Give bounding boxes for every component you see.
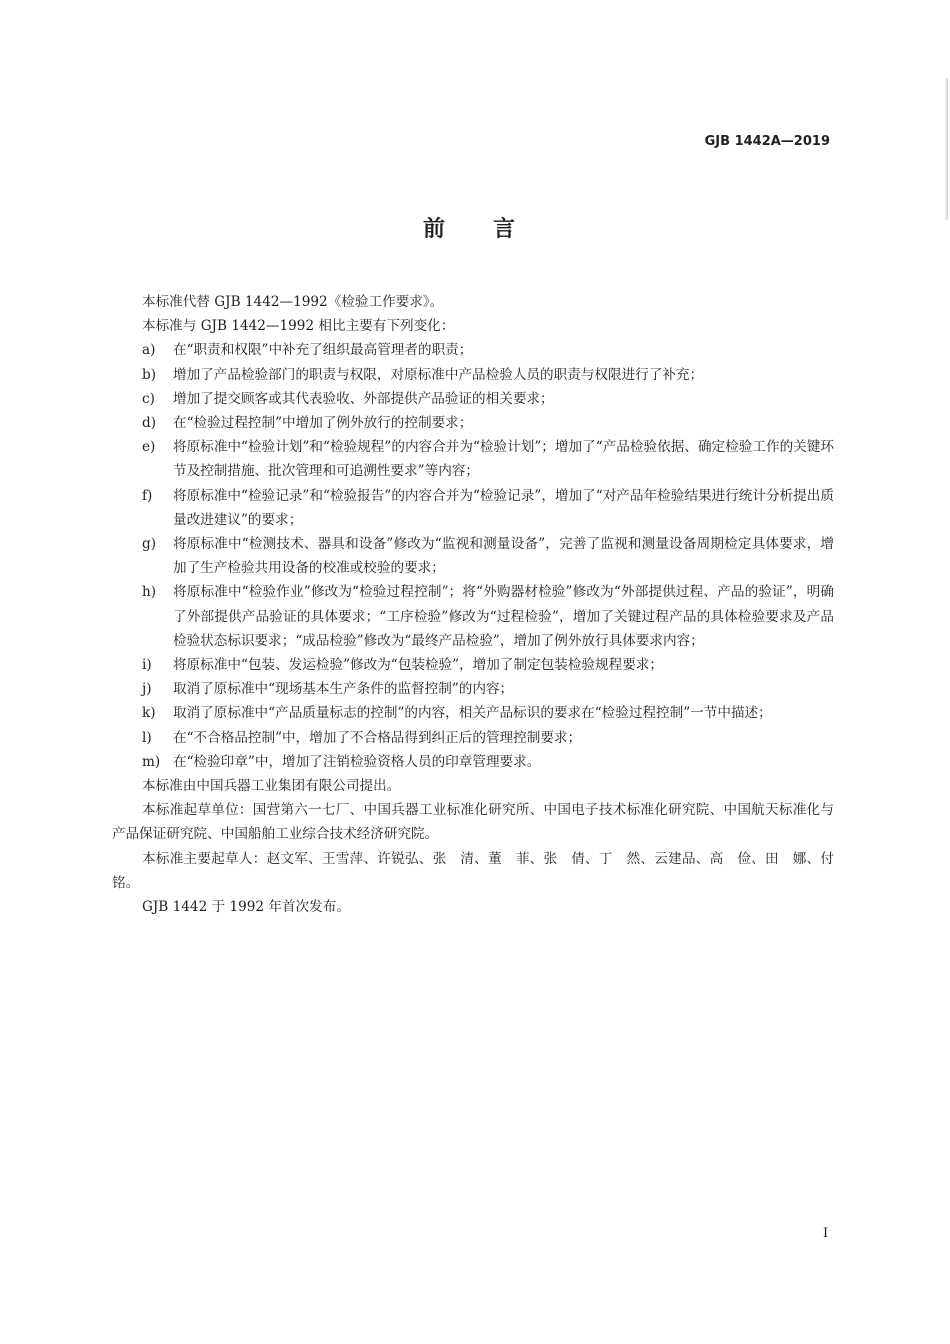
list-item-label: j): [142, 681, 152, 698]
list-item-label: c): [142, 390, 155, 407]
scan-edge-mark: [945, 78, 948, 220]
document-body: [112, 290, 848, 919]
list-item-text: 将原标准中“检验计划”和“检验规程”的内容合并为“检验计划”；增加了“产品检验依据、确定检验工作的关键环节及控制措施、批次管理和可追溯性要求”等内容；: [173, 439, 834, 480]
list-item: [112, 484, 834, 532]
list-item: [112, 387, 834, 411]
list-item-label: g): [142, 536, 157, 553]
list-item-text: 增加了提交顾客或其代表验收、外部提供产品验证的相关要求；: [173, 390, 554, 407]
list-item-label: l): [142, 729, 152, 746]
list-item-label: d): [142, 415, 157, 432]
list-item: [112, 750, 834, 774]
standard-code: GJB 1442A—2019: [704, 134, 830, 149]
list-item-label: f): [142, 487, 153, 504]
list-item-label: e): [142, 439, 156, 456]
list-item: [112, 580, 834, 653]
drafting-units-paragraph: 本标准起草单位：国营第六一七厂、中国兵器工业标准化研究所、中国电子技术标准化研究院、中国航天标准化与产品保证研究院、中国船舶工业综合技术经济研究院。: [112, 802, 834, 843]
list-item-text: 在“检验过程控制”中增加了例外放行的控制要求；: [173, 415, 473, 432]
list-item: [112, 363, 834, 387]
list-item: [112, 677, 834, 701]
list-item-text: 增加了产品检验部门的职责与权限，对原标准中产品检验人员的职责与权限进行了补充；: [173, 366, 704, 383]
list-item-text: 取消了原标准中“现场基本生产条件的监督控制”的内容；: [173, 681, 514, 698]
list-item: [112, 435, 834, 483]
list-item: [112, 701, 834, 725]
page-number: I: [823, 1226, 829, 1241]
list-item: [112, 726, 834, 750]
list-item-label: b): [142, 366, 157, 383]
list-item-text: 在“检验印章”中，增加了注销检验资格人员的印章管理要求。: [173, 753, 541, 770]
list-item-text: 在“不合格品控制”中，增加了不合格品得到纠正后的管理控制要求；: [173, 729, 582, 746]
list-item: [112, 411, 834, 435]
intro-paragraph-changes: 本标准与 GJB 1442—1992 相比主要有下列变化：: [142, 318, 455, 335]
list-item-label: i): [142, 657, 152, 674]
list-item-label: k): [142, 705, 156, 722]
list-item: [112, 653, 834, 677]
list-item: [112, 532, 834, 580]
proposer-paragraph: 本标准由中国兵器工业集团有限公司提出。: [142, 778, 401, 795]
list-item-text: 将原标准中“包装、发运检验”修改为“包装检验”，增加了制定包装检验规程要求；: [173, 657, 663, 674]
list-item-label: h): [142, 584, 157, 601]
list-item-text: 将原标准中“检验作业”修改为“检验过程控制”；将“外购器材检验”修改为“外部提供过程、产品的验证”，明确了外部提供产品验证的具体要求；“工序检验”修改为“过程检验”，增加了关键过程产品的具体检验要求及产品检验状态标识要求；“成品检验”修改为“最终产品检验”，增加了例外放行具体要求内容；: [173, 584, 834, 649]
changes-list: [112, 338, 834, 774]
list-item-text: 将原标准中“检测技术、器具和设备”修改为“监视和测量设备”，完善了监视和测量设备周期检定具体要求，增加了生产检验共用设备的校准或校验的要求；: [173, 536, 834, 577]
list-item-label: m): [142, 753, 161, 770]
list-item-text: 将原标准中“检验记录”和“检验报告”的内容合并为“检验记录”，增加了“对产品年检验结果进行统计分析提出质量改进建议”的要求；: [173, 487, 834, 528]
first-release-paragraph: GJB 1442 于 1992 年首次发布。: [142, 899, 350, 916]
intro-paragraph-replaces: 本标准代替 GJB 1442—1992《检验工作要求》。: [142, 294, 444, 310]
list-item-text: 取消了原标准中“产品质量标志的控制”的内容，相关产品标识的要求在“检验过程控制”一节中描述；: [173, 705, 772, 722]
list-item-label: a): [142, 342, 156, 359]
page-title: 前言: [422, 217, 563, 242]
list-item-text: 在“职责和权限”中补充了组织最高管理者的职责；: [173, 342, 473, 359]
drafters-paragraph: 本标准主要起草人：赵文军、王雪萍、许锐弘、张 清、董 菲、张 倩、丁 然、云建品、高 俭、田 娜、付 铭。: [112, 850, 848, 891]
list-item: [112, 338, 834, 362]
